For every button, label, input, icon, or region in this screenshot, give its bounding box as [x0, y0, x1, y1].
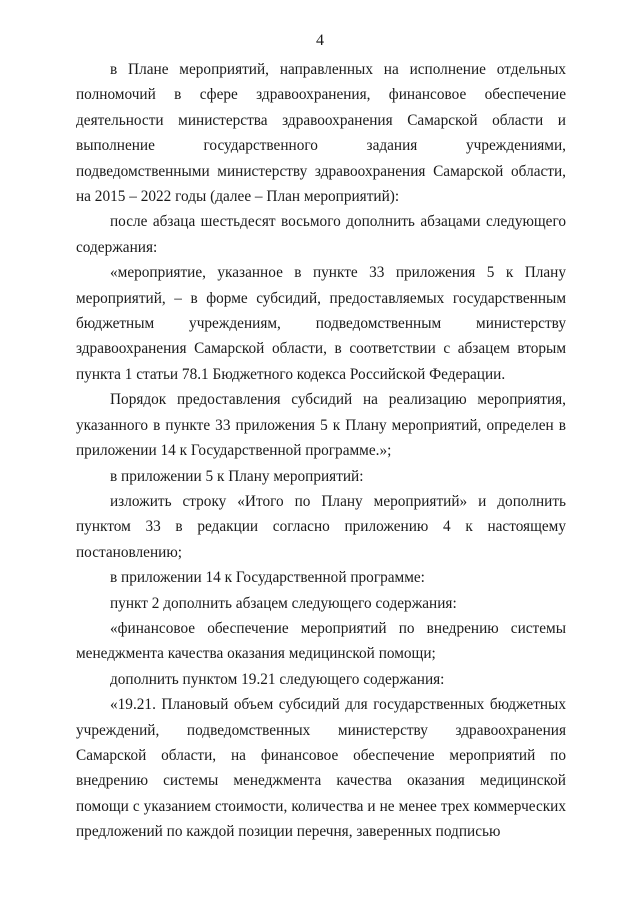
paragraph-total-row: изложить строку «Итого по Плану мероприятий» и дополнить пунктом 33 в редакции согласно приложению 4 к настоящему постановлению;	[76, 492, 566, 561]
paragraph-add-19-21: дополнить пунктом 19.21 следующего содержания:	[110, 670, 445, 688]
paragraph-appendix-14: в приложении 14 к Государственной программе:	[110, 569, 425, 587]
paragraph-after-68: после абзаца шестьдесят восьмого дополнить абзацами следующего содержания:	[76, 213, 566, 256]
paragraph-subsidy-order: Порядок предоставления субсидий на реализацию мероприятия, указанного в пункте 33 приложения 5 к Плану мероприятий, определен в приложении 14 к Государственной программе.»;	[76, 391, 566, 460]
page-number: 4	[316, 32, 324, 49]
paragraph-measure-33: «мероприятие, указанное в пункте 33 приложения 5 к Плану мероприятий, – в форме субсидий, предоставляемых государственным бюджетным учреждениям, подведомственным министерству здравоохранения Самарской области, в соответствии с абзацем вторым пункта 1 статьи 78.1 Бюджетного кодекса Российской Федерации.	[76, 264, 566, 383]
paragraph-quality-system: «финансовое обеспечение мероприятий по внедрению системы менеджмента качества оказания медицинской помощи;	[76, 619, 566, 663]
paragraph-appendix-5: в приложении 5 к Плану мероприятий:	[110, 467, 364, 485]
paragraph-19-21: «19.21. Плановый объем субсидий для государственных бюджетных учреждений, подведомственных министерству здравоохранения Самарской области, на финансовое обеспечение мероприятий по внедрению системы менеджмента качества оказания медицинской помощи с указанием стоимости, количества и не менее трех коммерческих предложений по каждой позиции перечня, заверенных подписью	[76, 696, 566, 841]
paragraph-point-2: пункт 2 дополнить абзацем следующего содержания:	[110, 594, 457, 612]
document-body	[76, 57, 566, 845]
paragraph-plan-intro: в Плане мероприятий, направленных на исполнение отдельных полномочий в сфере здравоохранения, финансовое обеспечение деятельности министерства здравоохранения Самарской области и выполнение государственного задания учреждениями, подведомственными министерству здравоохранения Самарской области, на 2015 – 2022 годы (далее – План мероприятий):	[76, 61, 566, 206]
